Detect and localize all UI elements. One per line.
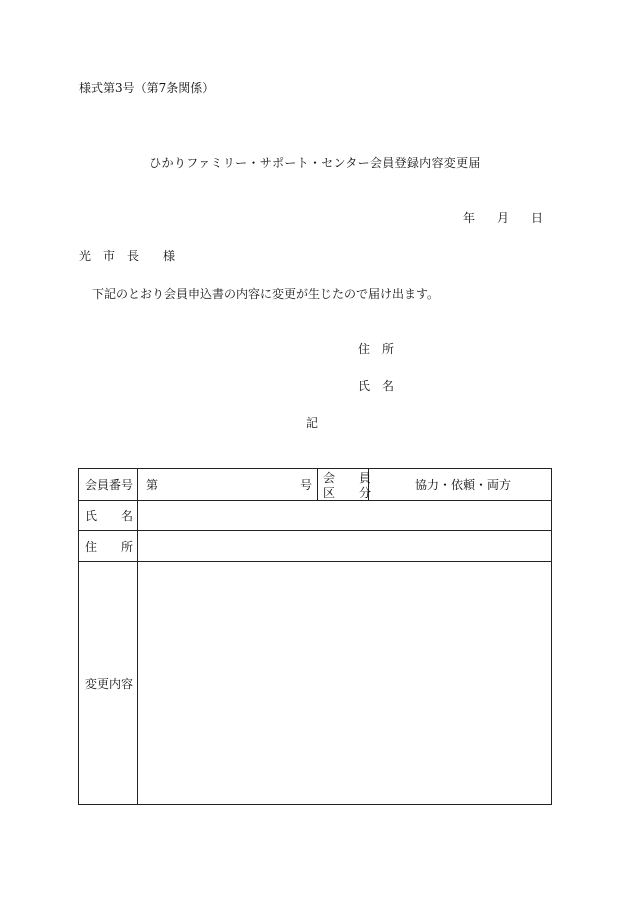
applicant-name-label: 氏 名 — [358, 379, 395, 393]
member-number-field[interactable] — [138, 469, 318, 500]
address-label: 住 所 — [85, 540, 134, 554]
member-category-options: 協力・依頼・両方 — [415, 478, 512, 492]
intro-text: 下記のとおり会員申込書の内容に変更が生じたので届け出ます。 — [92, 287, 440, 301]
changes-row — [79, 562, 551, 804]
date-month-label: 月 — [497, 211, 510, 225]
dai-label: 第 — [146, 478, 159, 492]
go-label: 号 — [300, 478, 313, 492]
member-number-label: 会員番号 — [85, 478, 134, 492]
member-number-row — [79, 469, 551, 501]
date-year-label: 年 — [463, 211, 476, 225]
member-category-label-cell — [318, 469, 372, 500]
address-row — [79, 531, 551, 562]
address-label-cell — [79, 531, 138, 561]
date-day-label: 日 — [531, 211, 544, 225]
member-category-label-line2: 区 分 — [323, 486, 372, 500]
addressee: 光 市 長 様 — [79, 249, 176, 263]
changes-field[interactable] — [138, 562, 551, 804]
name-label: 氏 名 — [85, 509, 134, 523]
applicant-address-label: 住 所 — [358, 342, 395, 356]
name-row — [79, 501, 551, 531]
member-number-label-cell — [79, 469, 138, 500]
address-field[interactable] — [138, 531, 551, 561]
ki-label: 記 — [306, 416, 319, 430]
name-label-cell — [79, 501, 138, 530]
name-field[interactable] — [138, 501, 551, 530]
changes-label: 変更内容 — [85, 677, 134, 691]
document-title: ひかりファミリー・サポート・センター会員登録内容変更届 — [149, 156, 481, 170]
change-form-table — [78, 468, 552, 805]
date-line — [463, 212, 543, 224]
changes-label-cell — [79, 562, 138, 804]
form-number: 様式第3号（第7条関係） — [79, 81, 215, 95]
member-category-label-line1: 会 員 — [323, 471, 372, 485]
member-category-options-cell[interactable] — [369, 469, 551, 500]
